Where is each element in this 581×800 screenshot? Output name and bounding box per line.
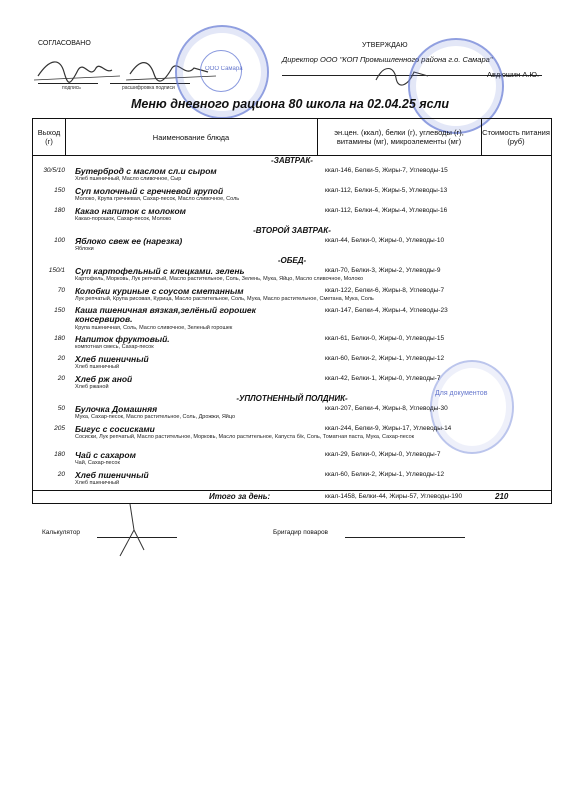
portion-weight: 100: [54, 237, 65, 244]
dish-ingredients: Чай, Сахар-песок: [75, 460, 120, 466]
portion-weight: 180: [54, 335, 65, 342]
section-title: -ЗАВТРАК-: [271, 156, 313, 165]
portion-weight: 150: [54, 187, 65, 194]
dish-nutrition: ккал-146, Белки-5, Жиры-7, Углеводы-15: [325, 167, 448, 174]
dish-ingredients: Сосиски, Лук репчатый, Масло растительное, Морковь, Масло растительное, Капуста б/к, Соль, Томатная паста, Мука, Сахар-песок: [75, 434, 415, 440]
page-title: Меню дневного рациона 80 школа на 02.04.25 ясли: [131, 97, 450, 111]
dish-nutrition: ккал-112, Белки-4, Жиры-4, Углеводы-16: [325, 207, 448, 214]
calculator-label: Калькулятор: [42, 529, 81, 536]
dish-ingredients: Молоко, Крупа гречневая, Сахар-песок, Масло сливочное, Соль: [75, 196, 240, 202]
section-title: -ОБЕД-: [277, 256, 307, 265]
table-row: [33, 186, 551, 206]
portion-weight: 30/5/10: [43, 167, 65, 174]
col-nutr-header: эн.цен. (ккал), белки (г), углеводы (г), витамины (мг), микроэлементы (мг): [334, 128, 464, 146]
dish-ingredients: Хлеб пшеничный, Масло сливочное, Сыр: [75, 176, 182, 182]
dish-name: Хлеб пшеничный: [75, 470, 149, 480]
dish-nutrition: ккал-147, Белки-4, Жиры-4, Углеводы-23: [325, 307, 448, 314]
dish-name: Какао напиток с молоком: [75, 206, 186, 216]
dish-ingredients: Крупа пшеничная, Соль, Масло сливочное, Зеленый горошек: [75, 325, 233, 331]
dish-name: Суп картофельный с клецками. зелень: [75, 266, 245, 276]
dish-nutrition: ккал-122, Белки-6, Жиры-8, Углеводы-7: [325, 287, 445, 294]
portion-weight: 150: [54, 307, 65, 314]
dish-name: Колобки куриные с соусом сметанным: [75, 286, 244, 296]
table-row: [33, 424, 551, 450]
portion-weight: 150/1: [48, 267, 65, 274]
dish-nutrition: ккал-112, Белки-5, Жиры-5, Углеводы-13: [325, 187, 448, 194]
dish-nutrition: ккал-42, Белки-1, Жиры-0, Углеводы-7: [325, 375, 441, 382]
table-row: [33, 450, 551, 470]
portion-weight: 50: [57, 405, 65, 412]
dish-name: Бигус с сосисками: [75, 424, 155, 434]
dish-ingredients: Яблоки: [75, 246, 94, 252]
table-row: [33, 334, 551, 354]
dish-name: Яблоко свеж ее (нарезка): [75, 236, 183, 246]
portion-weight: 180: [54, 451, 65, 458]
dish-nutrition: ккал-29, Белки-0, Жиры-0, Углеводы-7: [325, 451, 441, 458]
dish-ingredients: Хлеб пшеничный: [75, 480, 120, 486]
dish-ingredients: Картофель, Морковь, Лук репчатый, Масло растительное, Соль, Зелень, Мука, Яйцо, Масло сливочное, Молоко: [75, 276, 364, 282]
director-title: Директор ООО "КОП Промышленного района г.о. Самара": [282, 55, 493, 64]
director-name: Авдюшин А.Ю.: [487, 70, 540, 79]
table-header: [33, 119, 551, 156]
dish-name: Чай с сахаром: [75, 450, 136, 460]
dish-name: Булочка Домашняя: [75, 404, 158, 414]
dish-ingredients: компотная смесь, Сахар-песок: [75, 344, 154, 350]
portion-weight: 20: [57, 355, 65, 362]
dish-name: Хлеб рж аной: [75, 374, 133, 384]
signature-decode-caption: расшифровка подписи: [122, 85, 175, 91]
dish-ingredients: Лук репчатый, Крупа рисовая, Курица, Масло растительное, Соль, Мука, Масло растительное, Сметана, Мука, Соль: [75, 296, 374, 302]
portion-weight: 70: [57, 287, 65, 294]
total-nutrition: ккал-1458, Белки-44, Жиры-57, Углеводы-190: [325, 493, 463, 500]
section-title: -ВТОРОЙ ЗАВТРАК-: [253, 226, 331, 235]
portion-weight: 205: [54, 425, 65, 432]
dish-name: Бутерброд с маслом сл.и сыром: [75, 166, 217, 176]
table-row: [33, 236, 551, 256]
col-price-header: Стоимость питания (руб): [482, 128, 550, 146]
col-out-header: Выход (г): [37, 128, 61, 146]
table-row: [33, 470, 551, 490]
dish-nutrition: ккал-207, Белки-4, Жиры-8, Углеводы-30: [325, 405, 448, 412]
table-row: [33, 206, 551, 226]
dish-nutrition: ккал-70, Белки-3, Жиры-2, Углеводы-9: [325, 267, 441, 274]
stamp-right-text: Для документов: [435, 390, 488, 397]
menu-table: [32, 118, 552, 504]
portion-weight: 20: [57, 375, 65, 382]
table-row: [33, 354, 551, 374]
agreed-label: СОГЛАСОВАНО: [38, 40, 91, 47]
table-row: [33, 166, 551, 186]
table-body: [33, 156, 551, 490]
dish-name: Суп молочный с гречневой крупой: [75, 186, 224, 196]
col-name-header: Наименование блюда: [152, 132, 230, 142]
table-row: [33, 266, 551, 286]
signature-calculator: [110, 500, 150, 560]
dish-ingredients: Мука, Сахар-песок, Масло растительное, Соль, Дрожжи, Яйцо: [75, 414, 236, 420]
dish-nutrition: ккал-61, Белки-0, Жиры-0, Углеводы-15: [325, 335, 445, 342]
table-row: [33, 374, 551, 394]
brigadier-label: Бригадир поваров: [273, 529, 329, 536]
section-title: -УПЛОТНЕННЫЙ ПОЛДНИК-: [236, 394, 348, 403]
dish-nutrition: ккал-44, Белки-0, Жиры-0, Углеводы-10: [325, 237, 445, 244]
dish-ingredients: Хлеб пшеничный: [75, 364, 120, 370]
stamp-left-text: ООО Самара: [205, 66, 243, 72]
dish-nutrition: ккал-60, Белки-2, Жиры-1, Углеводы-12: [325, 355, 445, 362]
table-row: [33, 286, 551, 306]
dish-nutrition: ккал-60, Белки-2, Жиры-1, Углеводы-12: [325, 471, 445, 478]
dish-name: Каша пшеничная вязкая,зелёный горошек консервиров.: [75, 305, 256, 324]
dish-name: Напиток фруктовый.: [75, 334, 170, 344]
portion-weight: 180: [54, 207, 65, 214]
table-row: [33, 404, 551, 424]
dish-nutrition: ккал-244, Белки-9, Жиры-17, Углеводы-14: [325, 425, 452, 432]
total-label: Итого за день:: [209, 492, 271, 501]
signature-caption: подпись: [62, 85, 81, 91]
dish-name: Хлеб пшеничный: [75, 354, 149, 364]
dish-ingredients: Какао-порошок, Сахар-песок, Молоко: [75, 216, 172, 222]
approved-label: УТВЕРЖДАЮ: [362, 42, 408, 49]
total-price: 210: [495, 492, 509, 501]
portion-weight: 20: [57, 471, 65, 478]
table-row: [33, 306, 551, 334]
dish-ingredients: Хлеб ржаной: [75, 384, 109, 390]
